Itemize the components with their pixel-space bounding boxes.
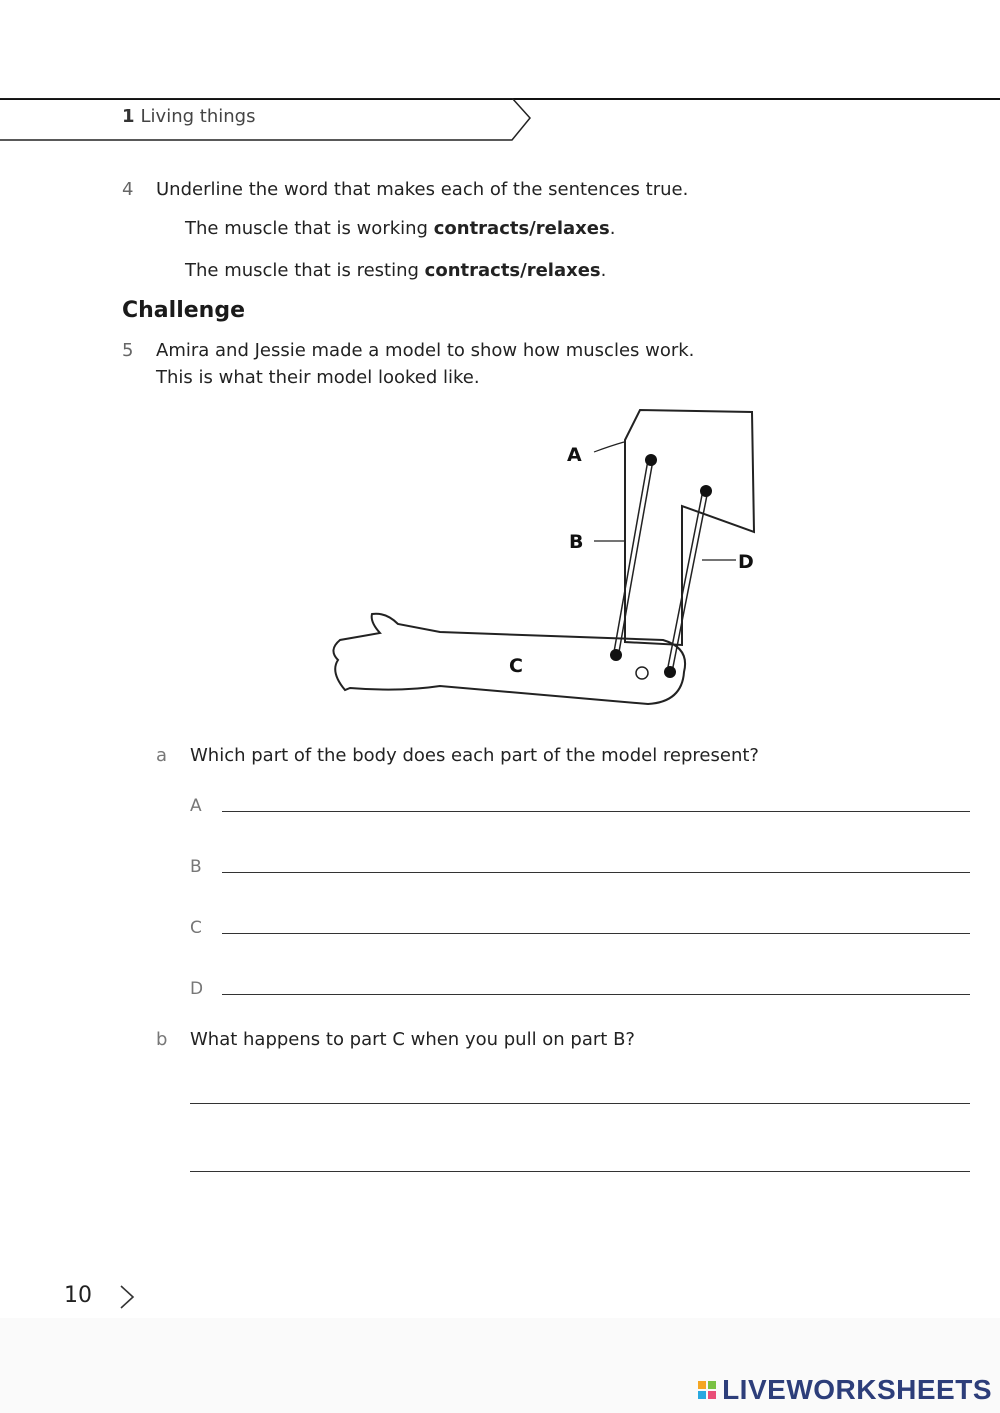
challenge-heading: Challenge bbox=[122, 298, 245, 323]
answer-a-field[interactable] bbox=[222, 788, 970, 812]
pin-bottom-d bbox=[664, 666, 676, 678]
page-number: 10 bbox=[64, 1283, 92, 1308]
string-b bbox=[614, 460, 648, 652]
question-5-line-1: Amira and Jessie made a model to show how muscles work. bbox=[156, 340, 695, 361]
liveworksheets-logo-icon bbox=[698, 1381, 716, 1399]
pin-bottom-b bbox=[610, 649, 622, 661]
part-a-letter: a bbox=[156, 745, 168, 766]
diagram-label-a: A bbox=[567, 444, 582, 466]
sentence-2-choice[interactable]: contracts/relaxes bbox=[424, 260, 601, 281]
part-b-letter: b bbox=[156, 1029, 168, 1050]
string-d bbox=[667, 490, 703, 672]
sentence-2-end: . bbox=[600, 260, 607, 281]
answer-a-label: A bbox=[190, 796, 202, 816]
arm-model-diagram bbox=[320, 400, 780, 712]
diagram-label-b: B bbox=[569, 531, 584, 553]
answer-c-label: C bbox=[190, 918, 202, 938]
chapter-number: 1 bbox=[122, 106, 135, 127]
chevron-right-icon bbox=[118, 1283, 136, 1311]
question-4-sentence-1 bbox=[185, 218, 615, 239]
part-a-prompt: Which part of the body does each part of the model represent? bbox=[190, 745, 759, 766]
answer-b-field[interactable] bbox=[222, 849, 970, 873]
answer-b-label: B bbox=[190, 857, 202, 877]
pin-top-d bbox=[700, 485, 712, 497]
pin-top-b bbox=[645, 454, 657, 466]
liveworksheets-brand[interactable] bbox=[698, 1374, 992, 1406]
elbow-joint bbox=[636, 667, 648, 679]
sentence-2-text: The muscle that is resting bbox=[185, 260, 425, 281]
chapter-tab-outline bbox=[0, 98, 540, 144]
answer-c-field[interactable] bbox=[222, 910, 970, 934]
brand-name: LIVEWORKSHEETS bbox=[722, 1374, 992, 1405]
diagram-label-d: D bbox=[738, 551, 754, 573]
answer-d-label: D bbox=[190, 979, 204, 999]
chapter-heading bbox=[122, 106, 255, 127]
sentence-1-text: The muscle that is working bbox=[185, 218, 434, 239]
answer-d-field[interactable] bbox=[222, 971, 970, 995]
part-b-prompt: What happens to part C when you pull on part B? bbox=[190, 1029, 635, 1050]
question-5-line-2: This is what their model looked like. bbox=[156, 367, 480, 388]
question-4-sentence-2 bbox=[185, 260, 606, 281]
question-4-number: 4 bbox=[122, 179, 134, 200]
upper-arm-board bbox=[625, 410, 754, 645]
sentence-1-end: . bbox=[609, 218, 616, 239]
chapter-title: Living things bbox=[140, 106, 256, 127]
diagram-label-c: C bbox=[509, 655, 523, 677]
question-4-prompt: Underline the word that makes each of the sentences true. bbox=[156, 179, 689, 200]
answer-part-b-line-2[interactable] bbox=[190, 1148, 970, 1172]
sentence-1-choice[interactable]: contracts/relaxes bbox=[433, 218, 610, 239]
answer-part-b-line-1[interactable] bbox=[190, 1080, 970, 1104]
question-5-number: 5 bbox=[122, 340, 134, 361]
